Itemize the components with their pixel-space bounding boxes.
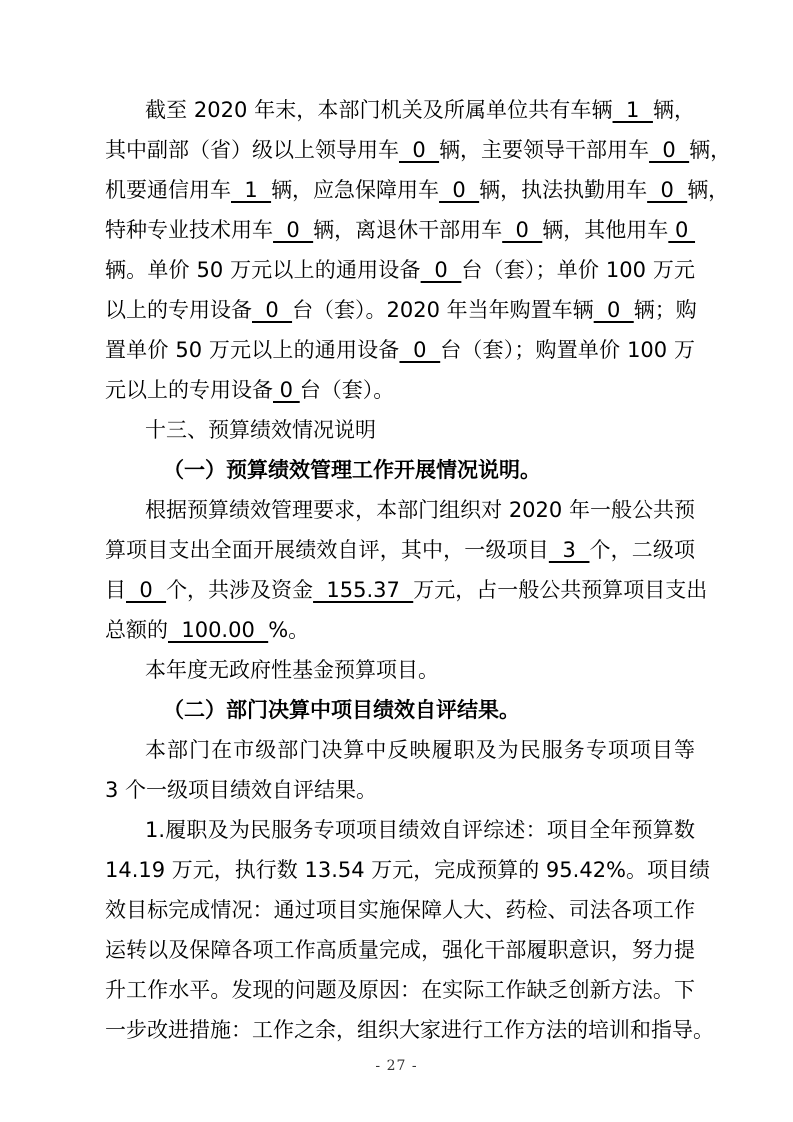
text-run: %。: [268, 618, 310, 642]
vehicles-line-2: [105, 130, 732, 170]
vehicles-line-8: [105, 370, 695, 410]
item1-line-2: 14.19 万元，执行数 13.54 万元，完成预算的 95.42%。项目绩: [105, 858, 711, 882]
result-line-1: 本部门在市级部门决算中反映履职及为民服务专项项目等: [145, 738, 695, 762]
text-run: 万元，占一般公共预算项目支出: [413, 578, 708, 602]
text-run: 总额的: [105, 618, 168, 642]
text-run: 台（套）。: [299, 378, 395, 402]
eval-line-2: [105, 530, 695, 570]
item1-line-6: 一步改进措施：工作之余，组织大家进行工作方法的培训和指导。: [105, 1018, 714, 1042]
text-run: 辆，执法执勤用车: [479, 178, 648, 202]
filled-blank: 100.00: [168, 618, 269, 642]
filled-blank: 0: [502, 218, 543, 242]
vehicles-line-7: [105, 330, 695, 370]
eval-line-3: [105, 570, 708, 610]
text-run: 辆，应急保障用车: [271, 178, 440, 202]
vehicles-line-3: [105, 170, 730, 210]
no-fund-statement: 本年度无政府性基金预算项目。: [145, 658, 439, 682]
filled-blank: 0: [273, 378, 300, 402]
filled-blank: 0: [252, 298, 293, 322]
section-13-title: 十三、预算绩效情况说明: [145, 418, 376, 442]
text-run: 特种专业技术用车: [105, 218, 274, 242]
filled-blank: 0: [420, 258, 462, 282]
text-run: 个，共涉及资金: [166, 578, 314, 602]
item1-line-4: 运转以及保障各项工作高质量完成，强化干部履职意识，努力提: [105, 938, 695, 962]
text-run: 个，二级项: [589, 538, 696, 562]
text-run: 辆，其他用车: [542, 218, 669, 242]
vehicles-line-5: [105, 250, 695, 290]
filled-blank: 0: [647, 178, 688, 202]
text-run: 台（套）。2020 年当年购置车辆: [292, 298, 594, 322]
filled-blank: 0: [126, 578, 167, 602]
item1-line-5: 升工作水平。发现的问题及原因：在实际工作缺乏创新方法。下: [105, 978, 695, 1002]
text-run: 置单价 50 万元以上的通用设备: [105, 338, 400, 362]
vehicles-line-6: [105, 290, 695, 330]
text-run: 元以上的专用设备: [105, 378, 273, 402]
filled-blank: 0: [649, 138, 690, 162]
text-run: 机要通信用车: [105, 178, 231, 202]
text-run: 辆。单价 50 万元以上的通用设备: [105, 258, 421, 282]
text-run: 辆，离退休干部用车: [313, 218, 503, 242]
filled-blank: 0: [399, 138, 440, 162]
filled-blank: 1: [612, 98, 653, 122]
page-number: - 27 -: [375, 1058, 418, 1074]
filled-blank: 155.37: [313, 578, 414, 602]
result-line-2: 3 个一级项目绩效自评结果。: [105, 778, 378, 802]
subsection-2-title: （二）部门决算中项目绩效自评结果。: [163, 698, 520, 722]
vehicles-line-4: [105, 210, 695, 250]
eval-line-1: 根据预算绩效管理要求，本部门组织对 2020 年一般公共预: [145, 498, 695, 522]
filled-blank: 0: [439, 178, 480, 202]
vehicles-line-1: [145, 90, 695, 130]
filled-blank: 0: [668, 218, 696, 242]
text-run: 目: [105, 578, 126, 602]
text-run: 算项目支出全面开展绩效自评，其中，一级项目: [105, 538, 549, 562]
filled-blank: 0: [273, 218, 314, 242]
text-run: 以上的专用设备: [105, 298, 252, 322]
eval-line-4: [105, 610, 695, 650]
text-run: 台（套）；单价 100 万元: [461, 258, 696, 282]
filled-blank: 0: [399, 338, 441, 362]
text-run: 辆；购: [633, 298, 697, 322]
text-run: 辆，主要领导干部用车: [439, 138, 650, 162]
filled-blank: 0: [593, 298, 634, 322]
filled-blank: 1: [231, 178, 272, 202]
subsection-1-title: （一）预算绩效管理工作开展情况说明。: [163, 458, 541, 482]
text-run: 辆，: [652, 98, 696, 122]
text-run: 辆，: [689, 138, 732, 162]
item1-line-3: 效目标完成情况：通过项目实施保障人大、药检、司法各项工作: [105, 898, 695, 922]
text-run: 截至 2020 年末，本部门机关及所属单位共有车辆: [145, 98, 613, 122]
text-run: 其中副部（省）级以上领导用车: [105, 138, 399, 162]
text-run: 台（套）；购置单价 100 万: [440, 338, 696, 362]
text-run: 辆，: [687, 178, 730, 202]
filled-blank: 3: [548, 538, 590, 562]
item1-line-1: 1.履职及为民服务专项项目绩效自评综述：项目全年预算数: [145, 818, 695, 842]
